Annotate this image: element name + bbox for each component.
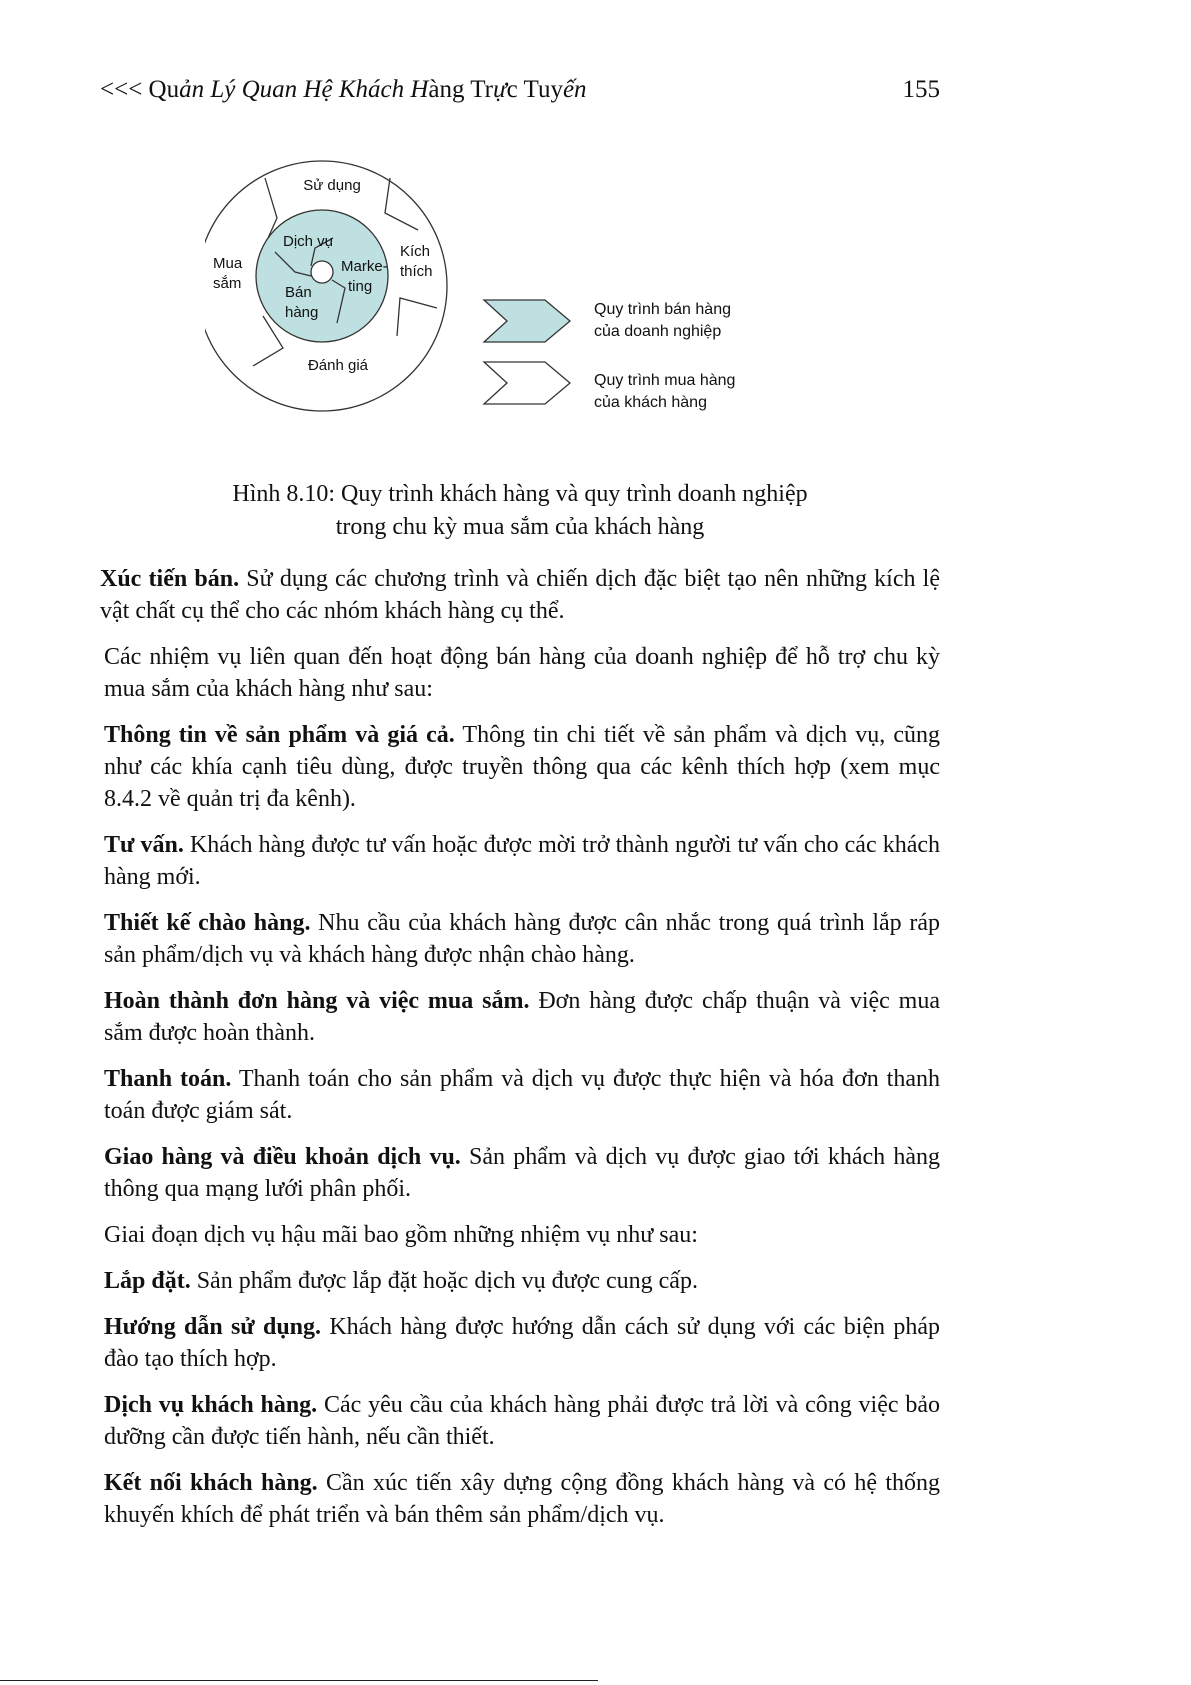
legend-customer-chevron — [484, 362, 570, 404]
paragraph-text: Thông tin chi tiết về sản phẩm và dịch vụ, cũng như các khía cạnh tiêu dùng, được truyền thông qua các kênh thích hợp (xem mục 8.4.2 về quản trị đa kênh). — [104, 722, 940, 812]
label-evaluate: Đánh giá — [307, 357, 369, 374]
label-excite-1: Kích — [400, 243, 431, 260]
page-number: 155 — [902, 76, 940, 103]
figure-cycle-diagram — [205, 148, 835, 448]
paragraph-text: Thanh toán cho sản phẩm và dịch vụ được thực hiện và hóa đơn thanh toán được giám sát. — [104, 1066, 941, 1124]
paragraph-text: Sản phẩm và dịch vụ được giao tới khách hàng thông qua mạng lưới phân phối. — [104, 1144, 941, 1202]
label-excite-2: thích — [400, 263, 433, 280]
paragraph — [104, 985, 940, 1049]
caption-line-2: trong chu kỳ mua sắm của khách hàng — [335, 514, 705, 540]
paragraph-heading: Hoàn thành đơn hàng và việc mua sắm. — [104, 988, 530, 1014]
paragraph-text: Các yêu cầu của khách hàng phải được trả lời và công việc bảo dưỡng cần được tiến hành, nếu cần thiết. — [104, 1392, 940, 1450]
label-sales-2: hàng — [285, 304, 319, 321]
paragraph-heading: Hướng dẫn sử dụng. — [104, 1314, 322, 1340]
paragraph — [104, 1219, 940, 1251]
legend-customer-line2: của khách hàng — [594, 394, 707, 411]
paragraph — [104, 829, 940, 893]
label-marketing-2: ting — [348, 278, 373, 295]
legend-business-line1: Quy trình bán hàng — [594, 301, 731, 318]
legend-customer-line1: Quy trình mua hàng — [594, 372, 736, 389]
figure-caption — [100, 478, 940, 544]
footer-rule — [0, 1680, 598, 1681]
label-use: Sử dụng — [303, 177, 361, 194]
paragraph — [104, 641, 940, 705]
paragraph-heading: Lắp đặt. — [104, 1268, 191, 1294]
legend-business-chevron — [484, 300, 570, 342]
caption-line-1: Hình 8.10: Quy trình khách hàng và quy trình doanh nghiệp — [232, 481, 808, 507]
paragraph-text: Khách hàng được tư vấn hoặc được mời trở thành người tư vấn cho các khách hàng mới. — [104, 832, 940, 890]
paragraph-heading: Thông tin về sản phẩm và giá cả. — [104, 722, 455, 748]
paragraph — [104, 1389, 940, 1453]
paragraph — [104, 719, 940, 815]
paragraph — [104, 1467, 940, 1531]
paragraph — [104, 907, 940, 971]
paragraph-heading: Kết nối khách hàng. — [104, 1470, 318, 1496]
paragraph-heading: Thiết kế chào hàng. — [104, 910, 311, 936]
paragraph-heading: Thanh toán. — [104, 1066, 232, 1092]
label-marketing-1: Marke- — [341, 258, 388, 275]
paragraph — [104, 1141, 940, 1205]
label-sales-1: Bán — [285, 284, 312, 301]
label-service: Dịch vụ — [283, 233, 334, 250]
paragraph — [104, 1265, 940, 1297]
paragraph-heading: Tư vấn. — [104, 832, 184, 858]
page-header — [100, 76, 940, 116]
paragraph-heading: Dịch vụ khách hàng. — [104, 1392, 318, 1418]
label-buy-2: sắm — [213, 275, 242, 292]
running-title: <<< Quản Lý Quan Hệ Khách Hàng Trực Tuyến — [100, 76, 587, 103]
paragraph-text: Khách hàng được hướng dẫn cách sử dụng với các biện pháp đào tạo thích hợp. — [104, 1314, 940, 1372]
legend-business-line2: của doanh nghiệp — [594, 323, 722, 340]
body-text — [100, 563, 940, 1545]
label-buy-1: Mua — [213, 255, 243, 272]
paragraph — [104, 1063, 940, 1127]
paragraph-heading: Giao hàng và điều khoản dịch vụ. — [104, 1144, 461, 1170]
paragraph-heading: Xúc tiến bán. — [100, 566, 240, 592]
paragraph-text: Sản phẩm được lắp đặt hoặc dịch vụ được cung cấp. — [190, 1268, 698, 1294]
paragraph-text: Nhu cầu của khách hàng được cân nhắc trong quá trình lắp ráp sản phẩm/dịch vụ và khách hàng được nhận chào hàng. — [104, 910, 940, 968]
paragraph-text: Cần xúc tiến xây dựng cộng đồng khách hàng và có hệ thống khuyến khích để phát triển và bán thêm sản phẩm/dịch vụ. — [104, 1470, 940, 1528]
paragraph-text: Các nhiệm vụ liên quan đến hoạt động bán hàng của doanh nghiệp để hỗ trợ chu kỳ mua sắm của khách hàng như sau: — [104, 644, 940, 702]
center-hole — [311, 261, 333, 283]
paragraph — [104, 1311, 940, 1375]
paragraph-text: Giai đoạn dịch vụ hậu mãi bao gồm những nhiệm vụ như sau: — [104, 1222, 698, 1248]
paragraph-text: Sử dụng các chương trình và chiến dịch đặc biệt tạo nên những kích lệ vật chất cụ thể cho các nhóm khách hàng cụ thể. — [100, 566, 940, 624]
paragraph — [100, 563, 940, 627]
paragraph-text: Đơn hàng được chấp thuận và việc mua sắm được hoàn thành. — [104, 988, 940, 1046]
